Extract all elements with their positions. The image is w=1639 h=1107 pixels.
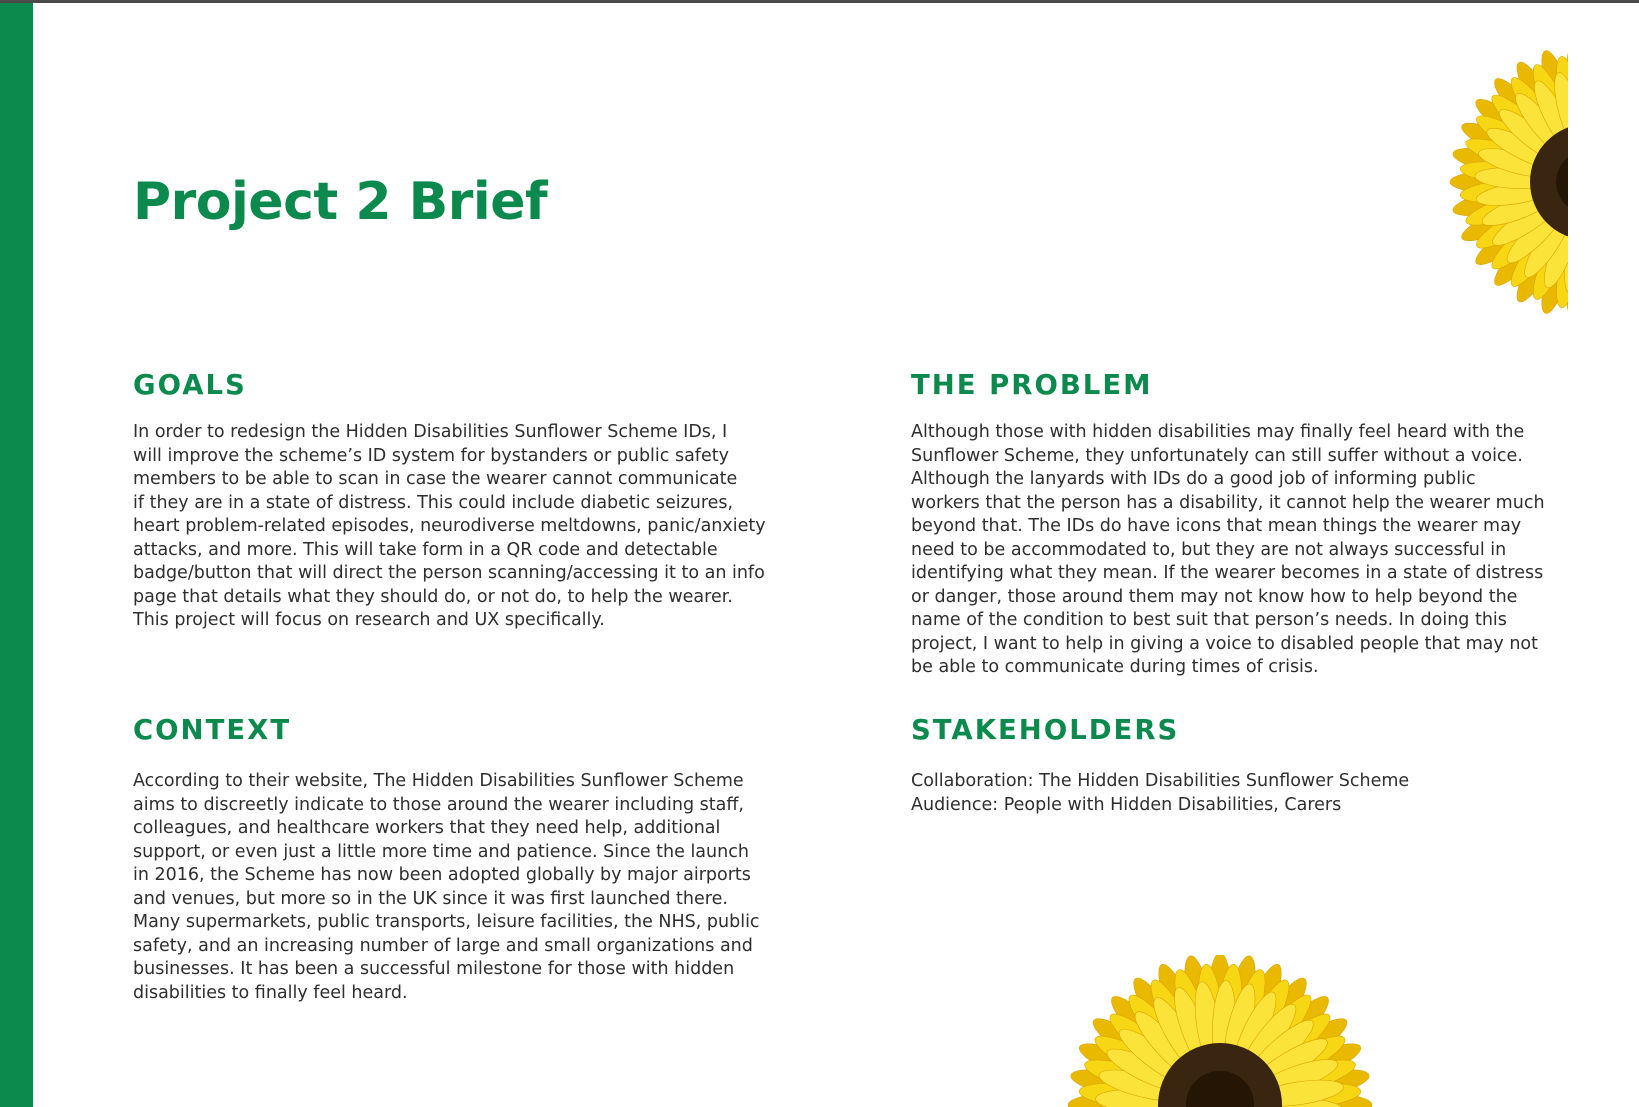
goals-line: badge/button that will direct the person scanning/accessing it to an info xyxy=(133,563,765,583)
problem-line: identifying what they mean. If the wearer becomes in a state of distress xyxy=(911,563,1544,583)
stakeholders-line: Collaboration: The Hidden Disabilities Sunflower Scheme xyxy=(911,771,1410,791)
problem-line: project, I want to help in giving a voice to disabled people that may not xyxy=(911,633,1538,654)
goals-line: will improve the scheme’s ID system for bystanders or public safety xyxy=(133,445,729,466)
problem-line: be able to communicate during times of crisis. xyxy=(911,657,1319,677)
problem-line: workers that the person has a disability, it cannot help the wearer much xyxy=(911,492,1545,513)
goals-line: In order to redesign the Hidden Disabilities Sunflower Scheme IDs, I xyxy=(133,422,728,442)
goals-line: members to be able to scan in case the wearer cannot communicate xyxy=(133,469,738,489)
problem-line: beyond that. The IDs do have icons that mean things the wearer may xyxy=(911,516,1522,536)
context-line: According to their website, The Hidden Disabilities Sunflower Scheme xyxy=(133,771,744,791)
goals-paragraph xyxy=(133,421,766,633)
goals-line: if they are in a state of distress. This could include diabetic seizures, xyxy=(133,492,734,513)
problem-line: Although those with hidden disabilities may finally feel heard with the xyxy=(911,422,1525,442)
goals-line: heart problem-related episodes, neurodiverse meltdowns, panic/anxiety xyxy=(133,516,766,536)
context-heading: CONTEXT xyxy=(133,714,292,746)
stakeholders-line: Audience: People with Hidden Disabilities, Carers xyxy=(911,794,1342,815)
sunflower-bottom-image xyxy=(1040,955,1420,1107)
context-line: colleagues, and healthcare workers that they need help, additional xyxy=(133,818,721,838)
context-line: safety, and an increasing number of large and small organizations and xyxy=(133,935,753,956)
stakeholders-paragraph xyxy=(911,770,1409,817)
problem-line: Sunflower Scheme, they unfortunately can still suffer without a voice. xyxy=(911,445,1523,466)
context-line: businesses. It has been a successful milestone for those with hidden xyxy=(133,959,735,979)
top-border xyxy=(0,0,1639,3)
goals-line: This project will focus on research and UX specifically. xyxy=(133,610,605,630)
context-line: support, or even just a little more time and patience. Since the launch xyxy=(133,841,749,862)
context-line: in 2016, the Scheme has now been adopted globally by major airports xyxy=(133,865,751,885)
stakeholders-heading: STAKEHOLDERS xyxy=(911,714,1180,746)
green-side-stripe xyxy=(0,3,33,1107)
goals-heading: GOALS xyxy=(133,369,247,401)
problem-line: or danger, those around them may not know how to help beyond the xyxy=(911,586,1518,607)
context-line: disabilities to finally feel heard. xyxy=(133,982,408,1003)
problem-line: name of the condition to best suit that person’s needs. In doing this xyxy=(911,610,1507,630)
context-line: Many supermarkets, public transports, leisure facilities, the NHS, public xyxy=(133,912,760,932)
goals-line: page that details what they should do, or not do, to help the wearer. xyxy=(133,586,733,607)
problem-paragraph xyxy=(911,421,1545,680)
problem-line: Although the lanyards with IDs do a good job of informing public xyxy=(911,469,1476,489)
right-page-margin xyxy=(1568,3,1639,1107)
problem-heading: THE PROBLEM xyxy=(911,369,1153,401)
goals-line: attacks, and more. This will take form in a QR code and detectable xyxy=(133,539,718,560)
problem-line: need to be accommodated to, but they are not always successful in xyxy=(911,539,1507,560)
page-title: Project 2 Brief xyxy=(133,172,548,232)
context-line: and venues, but more so in the UK since it was first launched there. xyxy=(133,888,728,909)
context-paragraph xyxy=(133,770,760,1005)
context-line: aims to discreetly indicate to those around the wearer including staff, xyxy=(133,794,744,815)
